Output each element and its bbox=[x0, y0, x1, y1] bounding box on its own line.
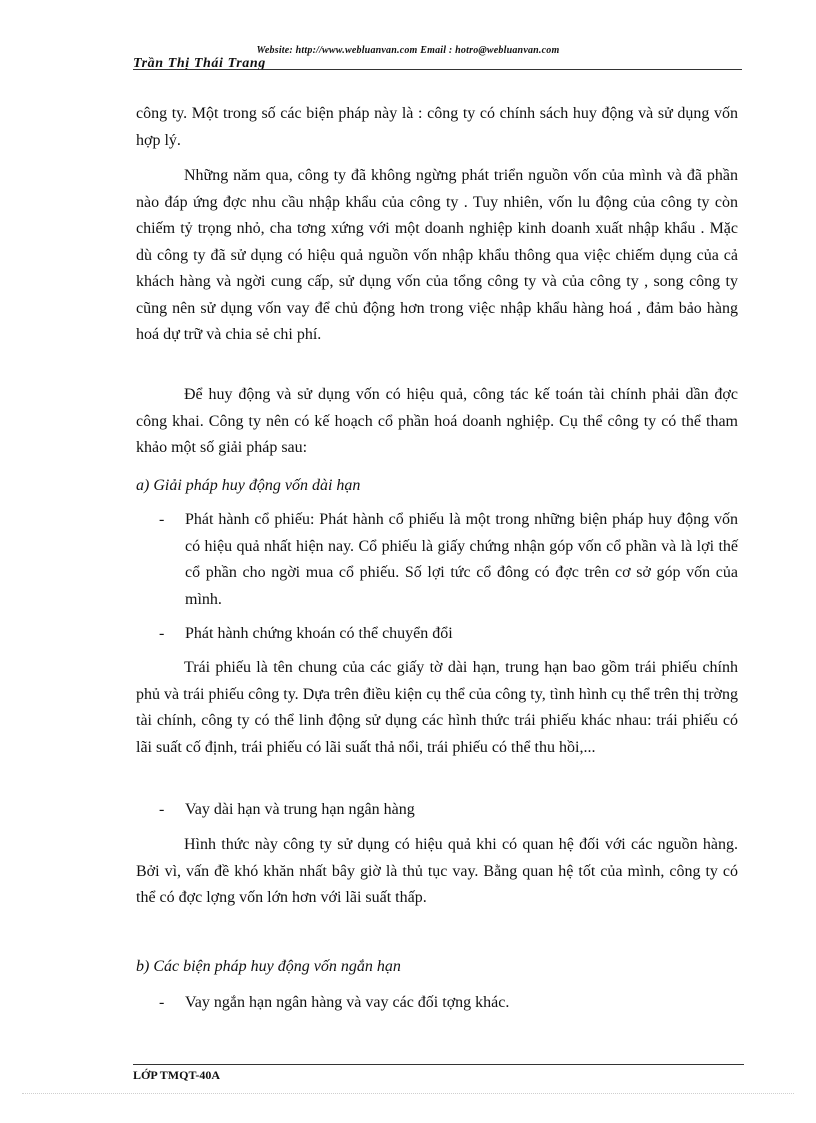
bullet-dash: - bbox=[159, 625, 165, 642]
header-website-email: Website: http://www.webluanvan.com Email : hotro@webluanvan.com bbox=[256, 45, 560, 56]
list-item-text: Vay dài hạn và trung hạn ngân hàng bbox=[185, 801, 415, 818]
list-item-text: Phát hành chứng khoán có thể chuyển đổi bbox=[185, 625, 453, 642]
footer-class-label: LỚP TMQT-40A bbox=[133, 1068, 221, 1082]
footer-rule bbox=[133, 1064, 744, 1065]
header-rule bbox=[133, 69, 742, 70]
page-boundary bbox=[22, 1093, 794, 1094]
heading-long-term-solutions: a) Giải pháp huy động vốn dài hạn bbox=[136, 477, 361, 494]
list-item-issue-shares bbox=[136, 507, 738, 613]
list-item-short-term-loans bbox=[136, 990, 738, 1017]
paragraph-intro: công ty. Một trong số các biện pháp này là : công ty có chính sách huy động và sử dụng vốn hợp lý. bbox=[136, 105, 738, 149]
list-item-bank-loans bbox=[136, 797, 738, 824]
list-item-text: Phát hành cổ phiếu: Phát hành cổ phiếu là một trong những biện pháp huy động vốn có hiệu quả nhất hiện nay. Cổ phiếu là giấy chứng nhận góp vốn cổ phần và là lợi thế cổ phần cho ngời mua cổ phiếu. Số lợi tức cổ đông có đợc trên cơ sở góp vốn của mình. bbox=[185, 511, 738, 608]
bullet-dash: - bbox=[159, 511, 165, 528]
list-item-convertible-securities bbox=[136, 621, 738, 648]
paragraph-loan-form: Hình thức này công ty sử dụng có hiệu quả khi có quan hệ đối với các nguồn hàng. Bởi vì, vấn đề khó khăn nhất bây giờ là thủ tục vay. Bằng quan hệ tốt của mình, công ty có thể có đợc lợng vốn lớn hơn với lãi suất thấp. bbox=[136, 836, 738, 906]
paragraph-capital-sources: Những năm qua, công ty đã không ngừng phát triển nguồn vốn của mình và đã phần nào đáp ứng đợc nhu cầu nhập khẩu của công ty . Tuy nhiên, vốn lu động của công ty còn chiếm tỷ trọng nhỏ, cha tơng xứng với một doanh nghiệp kinh doanh xuất nhập khẩu . Mặc dù công ty đã sử dụng có hiệu quả nguồn vốn nhập khẩu thông qua việc chiếm dụng của cả khách hàng và ngời cung cấp, sử dụng vốn của tổng công ty và của công ty , song công ty cũng nên sử dụng vốn vay để chủ động hơn trong việc nhập khẩu hàng hoá , đảm bảo hàng hoá dự trữ và chia sẻ chi phí. bbox=[136, 167, 738, 343]
bullet-dash: - bbox=[159, 994, 165, 1011]
bullet-dash: - bbox=[159, 801, 165, 818]
paragraph-capital-efficiency: Để huy động và sử dụng vốn có hiệu quả, công tác kế toán tài chính phải dần đợc công khai. Công ty nên có kế hoạch cổ phần hoá doanh nghiệp. Cụ thể công ty có thể tham khảo một số giải pháp sau: bbox=[136, 386, 738, 456]
paragraph-bonds: Trái phiếu là tên chung của các giấy tờ dài hạn, trung hạn bao gồm trái phiếu chính phủ và trái phiếu công ty. Dựa trên điều kiện cụ thể của công ty, tình hình cụ thể trên thị trờng tài chính, công ty có thể linh động sử dụng các hình thức trái phiếu khác nhau: trái phiếu có lãi suất cố định, trái phiếu có lãi suất thả nổi, trái phiếu có thể thu hồi,... bbox=[136, 659, 738, 756]
heading-short-term-measures: b) Các biện pháp huy động vốn ngắn hạn bbox=[136, 958, 401, 975]
header-author: Trần Thị Thái Trang bbox=[133, 56, 266, 71]
list-item-text: Vay ngắn hạn ngân hàng và vay các đối tợng khác. bbox=[185, 994, 510, 1011]
